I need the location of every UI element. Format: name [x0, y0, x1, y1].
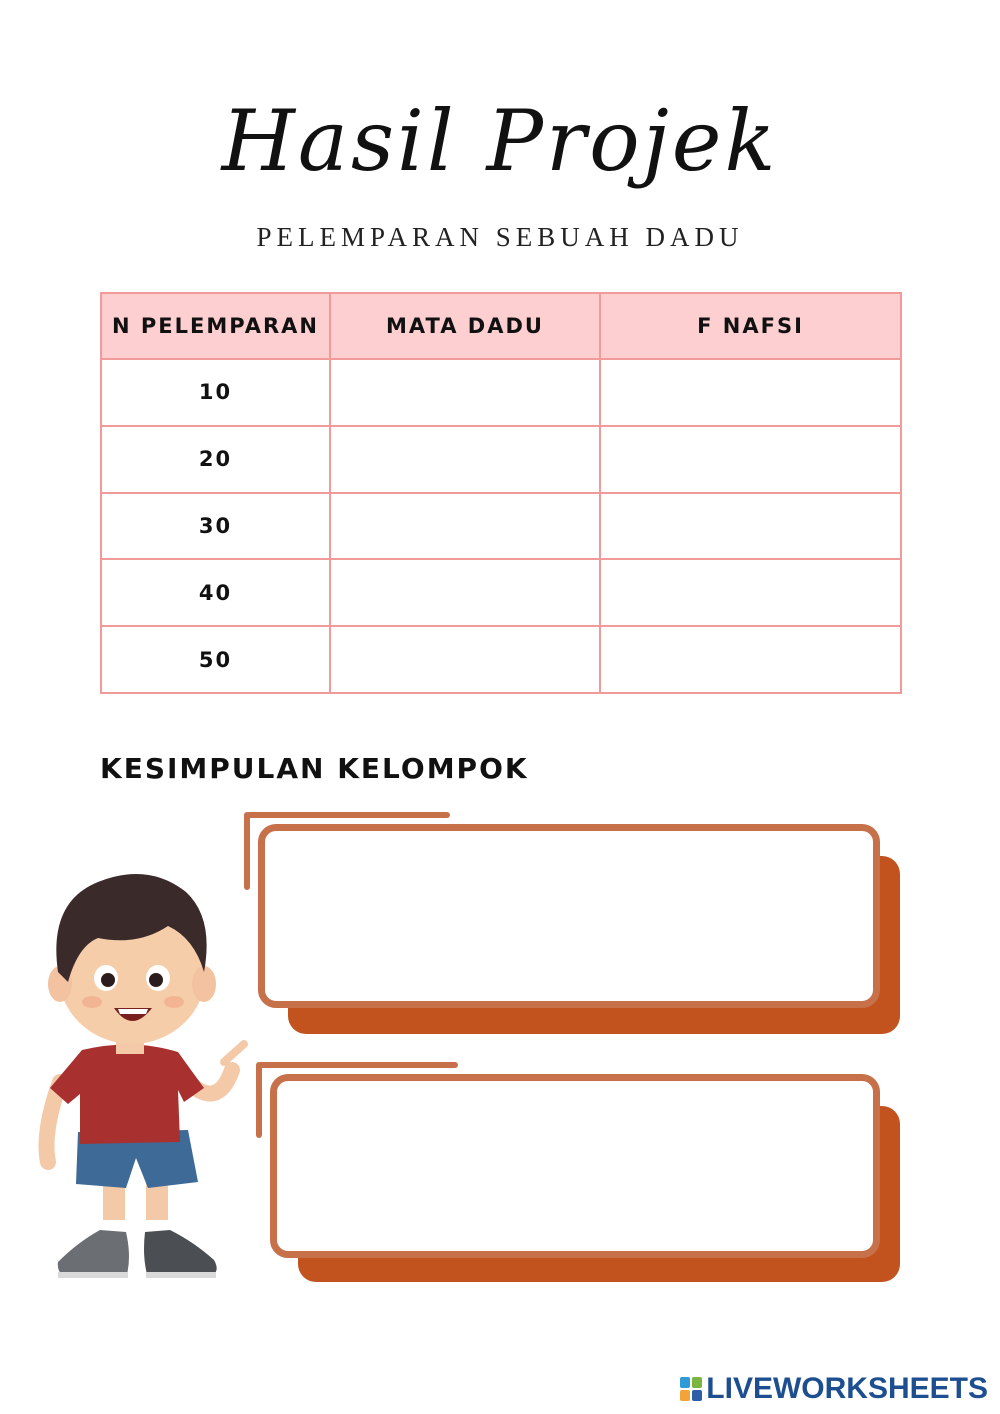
conclusion-answer-box-1[interactable] [258, 824, 880, 1008]
cell-mata-dadu[interactable] [330, 359, 600, 426]
table-row [101, 426, 901, 493]
conclusion-input-1[interactable] [283, 849, 855, 983]
cell-f-nafsi[interactable] [600, 493, 901, 560]
header-f-nafsi: F NAFSI [600, 293, 901, 359]
cell-mata-dadu[interactable] [330, 559, 600, 626]
liveworksheets-watermark [680, 1372, 988, 1406]
cell-n-pelemparan: 30 [101, 493, 330, 560]
header-mata-dadu: MATA DADU [330, 293, 600, 359]
liveworksheets-logo-icon [680, 1377, 702, 1401]
page-title: Hasil Projek [221, 92, 779, 190]
conclusion-answer-box-2[interactable] [270, 1074, 880, 1258]
cell-f-nafsi[interactable] [600, 626, 901, 693]
cell-f-nafsi[interactable] [600, 359, 901, 426]
cell-mata-dadu[interactable] [330, 426, 600, 493]
card-decoration-line [258, 1062, 458, 1068]
cell-mata-dadu[interactable] [330, 493, 600, 560]
results-table [100, 292, 902, 694]
cell-n-pelemparan: 50 [101, 626, 330, 693]
table-row [101, 359, 901, 426]
conclusion-card-2 [256, 1062, 904, 1288]
table-header-row [101, 293, 901, 359]
page-subtitle: PELEMPARAN SEBUAH DADU [256, 222, 744, 252]
table-row [101, 493, 901, 560]
cell-f-nafsi[interactable] [600, 426, 901, 493]
table-row [101, 626, 901, 693]
cell-f-nafsi[interactable] [600, 559, 901, 626]
cell-n-pelemparan: 40 [101, 559, 330, 626]
boy-pointing-icon [28, 862, 258, 1292]
watermark-text: LIVEWORKSHEETS [706, 1372, 988, 1405]
card-decoration-line [246, 812, 450, 818]
conclusion-input-2[interactable] [295, 1099, 855, 1233]
cell-n-pelemparan: 10 [101, 359, 330, 426]
cell-mata-dadu[interactable] [330, 626, 600, 693]
conclusion-heading: KESIMPULAN KELOMPOK [100, 752, 529, 785]
header-n-pelemparan: N PELEMPARAN [101, 293, 330, 359]
conclusion-card-1 [244, 812, 904, 1042]
table-row [101, 559, 901, 626]
cell-n-pelemparan: 20 [101, 426, 330, 493]
